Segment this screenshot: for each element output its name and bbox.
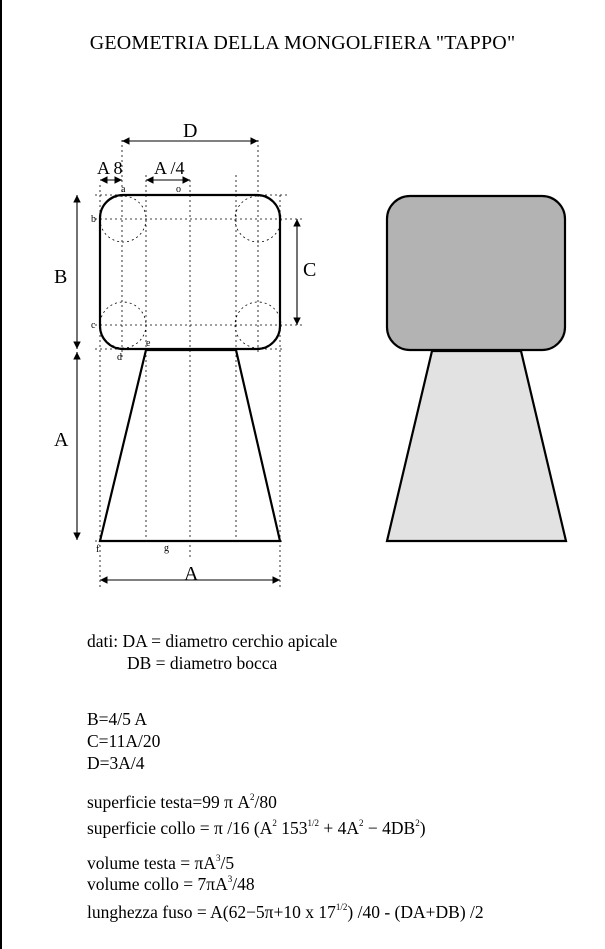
page-title: GEOMETRIA DELLA MONGOLFIERA "TAPPO" xyxy=(89,32,516,54)
point-label-c: c xyxy=(91,320,96,331)
ratio-b: B=4/5 A xyxy=(87,709,147,729)
formula-superficie-testa xyxy=(87,794,277,812)
dim-label-a-height: A xyxy=(54,429,69,451)
formula-superficie-testa-text: superficie testa=99 π A xyxy=(87,792,251,812)
dim-label-d: D xyxy=(183,120,198,142)
formula-volume-testa-exponent: 3 xyxy=(216,853,221,863)
formula-volume-testa-text: volume testa = πA xyxy=(87,853,217,873)
point-label-b: b xyxy=(91,214,96,225)
point-label-g: g xyxy=(164,543,169,554)
formula-superficie-collo-exp-2: 1/2 xyxy=(307,818,320,828)
ratio-c: C=11A/20 xyxy=(87,731,161,751)
dim-label-c: C xyxy=(303,259,317,281)
formula-superficie-collo-exp-1: 2 xyxy=(272,818,277,828)
formula-volume-collo-text: volume collo = 7πA xyxy=(87,874,228,894)
dati-line-2: DB = diametro bocca xyxy=(127,653,278,673)
formula-superficie-collo-part-1: superficie collo = π /16 (A xyxy=(87,818,273,838)
formula-superficie-collo-part-3: + 4A xyxy=(319,818,360,838)
formula-lunghezza-fuso-part-1: lunghezza fuso = A(62−5π+10 x 17 xyxy=(87,902,336,922)
dim-label-a8: A 8 xyxy=(97,158,123,178)
formula-superficie-testa-exponent: 2 xyxy=(250,792,255,802)
formula-superficie-testa-denominator: /80 xyxy=(254,792,277,812)
point-label-a: a xyxy=(121,184,126,195)
point-label-e: e xyxy=(146,338,151,349)
formula-volume-collo xyxy=(87,876,255,894)
ratio-d: D=3A/4 xyxy=(87,753,145,773)
formula-lunghezza-fuso-part-2: ) /40 - (DA+DB) /2 xyxy=(347,902,484,922)
formula-volume-collo-denominator: /48 xyxy=(232,874,255,894)
formula-lunghezza-fuso-exponent: 1/2 xyxy=(335,902,348,912)
point-label-o: o xyxy=(176,184,181,195)
formula-superficie-collo xyxy=(87,820,426,838)
dati-line-1: dati: DA = diametro cerchio apicale xyxy=(87,631,338,651)
point-label-d: d xyxy=(117,352,122,363)
dim-label-a-width: A xyxy=(184,563,199,585)
formula-volume-testa xyxy=(87,855,234,873)
formula-superficie-collo-exp-4: 2 xyxy=(415,818,420,828)
point-label-f: f xyxy=(96,544,100,555)
dim-label-a4: A /4 xyxy=(154,158,185,178)
formula-volume-testa-denominator: /5 xyxy=(220,853,235,873)
formula-volume-collo-exponent: 3 xyxy=(227,874,233,884)
formula-lunghezza-fuso xyxy=(87,904,484,922)
formula-superficie-collo-part-4: − 4DB xyxy=(363,818,416,838)
dim-label-b: B xyxy=(54,266,68,288)
formula-superficie-collo-exp-3: 2 xyxy=(359,818,364,828)
formula-superficie-collo-part-5: ) xyxy=(419,818,426,838)
formula-superficie-collo-part-2: 153 xyxy=(281,818,308,838)
